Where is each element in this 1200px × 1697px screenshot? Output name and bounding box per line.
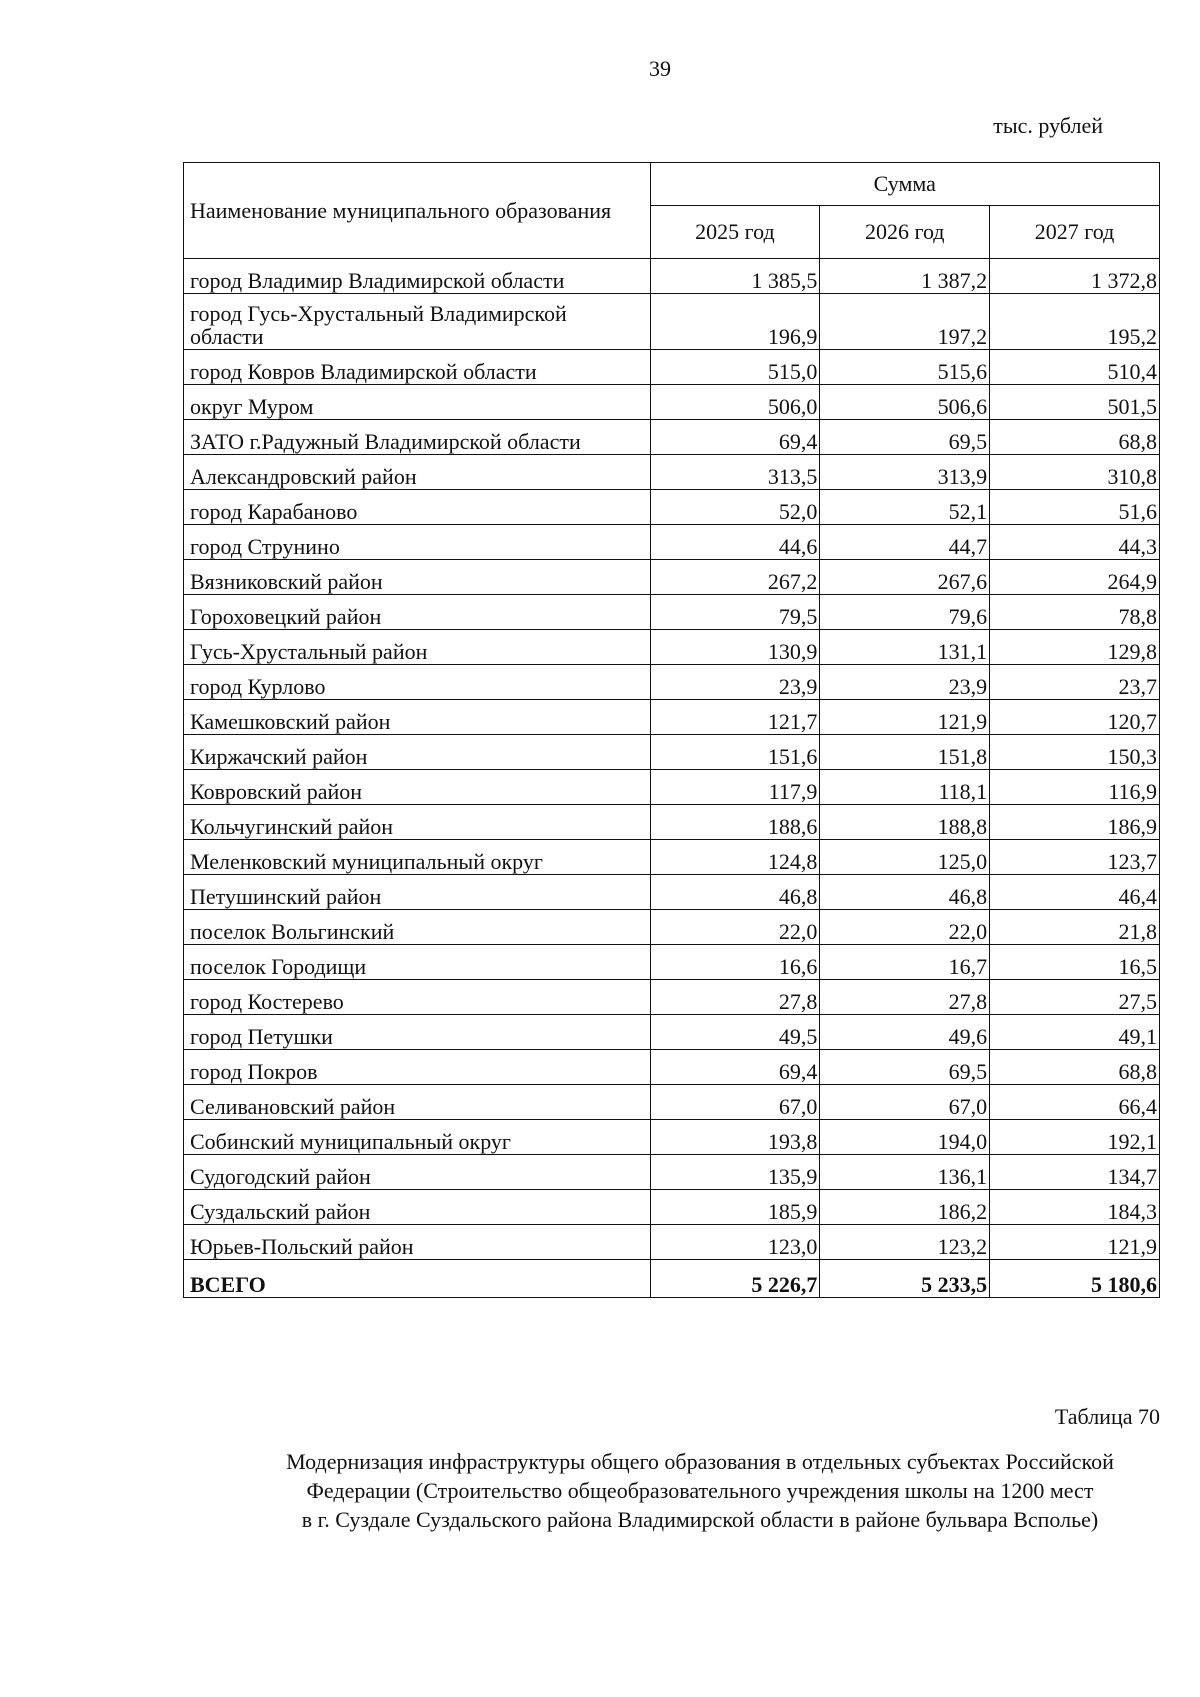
table-row bbox=[184, 770, 1160, 805]
value-2027-cell: 310,8 bbox=[990, 455, 1160, 490]
value-2027-cell: 184,3 bbox=[990, 1190, 1160, 1225]
row-name-cell: ЗАТО г.Радужный Владимирской области bbox=[184, 420, 651, 455]
header-year-2027: 2027 год bbox=[990, 206, 1160, 259]
value-2025-cell: 44,6 bbox=[650, 525, 820, 560]
value-2026-cell: 136,1 bbox=[820, 1155, 990, 1190]
table-row bbox=[184, 1225, 1160, 1260]
table-row bbox=[184, 980, 1160, 1015]
table-row bbox=[184, 525, 1160, 560]
row-name-cell: город Владимир Владимирской области bbox=[184, 259, 651, 294]
value-2026-cell: 44,7 bbox=[820, 525, 990, 560]
value-2025-cell: 16,6 bbox=[650, 945, 820, 980]
value-2027-cell: 264,9 bbox=[990, 560, 1160, 595]
value-2027-cell: 51,6 bbox=[990, 490, 1160, 525]
row-name-cell: город Костерево bbox=[184, 980, 651, 1015]
row-name-cell: Гороховецкий район bbox=[184, 595, 651, 630]
value-2027-cell: 501,5 bbox=[990, 385, 1160, 420]
table-label: Таблица 70 bbox=[1054, 1404, 1160, 1429]
next-table-title-line: в г. Суздале Суздальского района Владимирской области в районе бульвара Всполье) bbox=[301, 1507, 1099, 1532]
table-row bbox=[184, 259, 1160, 294]
value-2027-cell: 195,2 bbox=[990, 294, 1160, 350]
value-2025-cell: 23,9 bbox=[650, 665, 820, 700]
table-row bbox=[184, 735, 1160, 770]
page-number: 39 bbox=[649, 56, 671, 81]
value-2025-cell: 46,8 bbox=[650, 875, 820, 910]
value-2026-cell: 16,7 bbox=[820, 945, 990, 980]
value-2025-cell: 124,8 bbox=[650, 840, 820, 875]
row-name-cell: Собинский муниципальный округ bbox=[184, 1120, 651, 1155]
row-name-cell: Юрьев-Польский район bbox=[184, 1225, 651, 1260]
value-2025-cell: 188,6 bbox=[650, 805, 820, 840]
value-2025-cell: 22,0 bbox=[650, 910, 820, 945]
value-2027-cell: 46,4 bbox=[990, 875, 1160, 910]
next-table-title-line: Модернизация инфраструктуры общего образования в отдельных субъектах Российской bbox=[286, 1449, 1114, 1474]
total-2027-cell: 5 180,6 bbox=[990, 1260, 1160, 1298]
value-2026-cell: 69,5 bbox=[820, 1050, 990, 1085]
value-2027-cell: 23,7 bbox=[990, 665, 1160, 700]
value-2027-cell: 16,5 bbox=[990, 945, 1160, 980]
value-2026-cell: 131,1 bbox=[820, 630, 990, 665]
row-name-cell: округ Муром bbox=[184, 385, 651, 420]
value-2026-cell: 515,6 bbox=[820, 350, 990, 385]
table-row bbox=[184, 1190, 1160, 1225]
table-row bbox=[184, 840, 1160, 875]
value-2025-cell: 69,4 bbox=[650, 1050, 820, 1085]
table-row bbox=[184, 455, 1160, 490]
value-2025-cell: 515,0 bbox=[650, 350, 820, 385]
row-name-cell: Вязниковский район bbox=[184, 560, 651, 595]
value-2027-cell: 121,9 bbox=[990, 1225, 1160, 1260]
row-name-cell: Селивановский район bbox=[184, 1085, 651, 1120]
value-2025-cell: 185,9 bbox=[650, 1190, 820, 1225]
table-row bbox=[184, 420, 1160, 455]
value-2027-cell: 116,9 bbox=[990, 770, 1160, 805]
header-year-2025: 2025 год bbox=[650, 206, 820, 259]
value-2027-cell: 129,8 bbox=[990, 630, 1160, 665]
value-2025-cell: 52,0 bbox=[650, 490, 820, 525]
table-row bbox=[184, 700, 1160, 735]
table-row bbox=[184, 595, 1160, 630]
next-table-title-line: Федерации (Строительство общеобразовательного учреждения школы на 1200 мест bbox=[306, 1478, 1094, 1503]
value-2026-cell: 49,6 bbox=[820, 1015, 990, 1050]
table-row bbox=[184, 1050, 1160, 1085]
units-label: тыс. рублей bbox=[993, 113, 1103, 138]
table-row bbox=[184, 294, 1160, 350]
row-name-cell: город Покров bbox=[184, 1050, 651, 1085]
table-row bbox=[184, 1120, 1160, 1155]
value-2025-cell: 267,2 bbox=[650, 560, 820, 595]
value-2025-cell: 313,5 bbox=[650, 455, 820, 490]
value-2026-cell: 188,8 bbox=[820, 805, 990, 840]
total-2026-cell: 5 233,5 bbox=[820, 1260, 990, 1298]
row-name-cell: поселок Вольгинский bbox=[184, 910, 651, 945]
value-2026-cell: 194,0 bbox=[820, 1120, 990, 1155]
value-2027-cell: 78,8 bbox=[990, 595, 1160, 630]
value-2025-cell: 69,4 bbox=[650, 420, 820, 455]
value-2026-cell: 125,0 bbox=[820, 840, 990, 875]
budget-table bbox=[183, 162, 1160, 1298]
table-row bbox=[184, 1015, 1160, 1050]
table-row bbox=[184, 910, 1160, 945]
value-2025-cell: 1 385,5 bbox=[650, 259, 820, 294]
value-2025-cell: 27,8 bbox=[650, 980, 820, 1015]
value-2027-cell: 186,9 bbox=[990, 805, 1160, 840]
value-2027-cell: 123,7 bbox=[990, 840, 1160, 875]
value-2027-cell: 44,3 bbox=[990, 525, 1160, 560]
value-2026-cell: 186,2 bbox=[820, 1190, 990, 1225]
value-2026-cell: 79,6 bbox=[820, 595, 990, 630]
value-2025-cell: 196,9 bbox=[650, 294, 820, 350]
row-name-cell: город Петушки bbox=[184, 1015, 651, 1050]
value-2027-cell: 27,5 bbox=[990, 980, 1160, 1015]
value-2027-cell: 1 372,8 bbox=[990, 259, 1160, 294]
row-name-cell: город Карабаново bbox=[184, 490, 651, 525]
table-row bbox=[184, 805, 1160, 840]
value-2025-cell: 49,5 bbox=[650, 1015, 820, 1050]
value-2025-cell: 79,5 bbox=[650, 595, 820, 630]
value-2025-cell: 121,7 bbox=[650, 700, 820, 735]
table-row bbox=[184, 490, 1160, 525]
value-2026-cell: 46,8 bbox=[820, 875, 990, 910]
value-2025-cell: 117,9 bbox=[650, 770, 820, 805]
header-year-2026: 2026 год bbox=[820, 206, 990, 259]
table-row bbox=[184, 560, 1160, 595]
value-2027-cell: 192,1 bbox=[990, 1120, 1160, 1155]
value-2027-cell: 68,8 bbox=[990, 1050, 1160, 1085]
header-sum: Сумма bbox=[650, 163, 1159, 206]
total-row bbox=[184, 1260, 1160, 1298]
value-2026-cell: 151,8 bbox=[820, 735, 990, 770]
value-2026-cell: 23,9 bbox=[820, 665, 990, 700]
value-2027-cell: 150,3 bbox=[990, 735, 1160, 770]
total-2025-cell: 5 226,7 bbox=[650, 1260, 820, 1298]
table-header-row bbox=[184, 163, 1160, 206]
value-2027-cell: 21,8 bbox=[990, 910, 1160, 945]
value-2026-cell: 69,5 bbox=[820, 420, 990, 455]
value-2025-cell: 193,8 bbox=[650, 1120, 820, 1155]
row-name-cell: Александровский район bbox=[184, 455, 651, 490]
table-row bbox=[184, 1085, 1160, 1120]
table-row bbox=[184, 1155, 1160, 1190]
row-name-cell: Гусь-Хрустальный район bbox=[184, 630, 651, 665]
value-2027-cell: 66,4 bbox=[990, 1085, 1160, 1120]
row-name-cell: город Струнино bbox=[184, 525, 651, 560]
row-name-cell: Суздальский район bbox=[184, 1190, 651, 1225]
value-2027-cell: 68,8 bbox=[990, 420, 1160, 455]
value-2026-cell: 506,6 bbox=[820, 385, 990, 420]
row-name-cell: город Ковров Владимирской области bbox=[184, 350, 651, 385]
total-label-cell: ВСЕГО bbox=[184, 1260, 651, 1298]
value-2026-cell: 1 387,2 bbox=[820, 259, 990, 294]
row-name-cell: город Курлово bbox=[184, 665, 651, 700]
table-row bbox=[184, 665, 1160, 700]
row-name-cell: Ковровский район bbox=[184, 770, 651, 805]
value-2025-cell: 130,9 bbox=[650, 630, 820, 665]
header-name: Наименование муниципального образования bbox=[184, 163, 651, 259]
table-row bbox=[184, 875, 1160, 910]
row-name-cell: Меленковский муниципальный округ bbox=[184, 840, 651, 875]
value-2027-cell: 134,7 bbox=[990, 1155, 1160, 1190]
value-2027-cell: 49,1 bbox=[990, 1015, 1160, 1050]
value-2025-cell: 151,6 bbox=[650, 735, 820, 770]
row-name-cell: город Гусь-Хрустальный Владимирской области bbox=[184, 294, 651, 350]
value-2025-cell: 135,9 bbox=[650, 1155, 820, 1190]
table-row bbox=[184, 630, 1160, 665]
next-table-title bbox=[200, 1447, 1200, 1534]
value-2026-cell: 267,6 bbox=[820, 560, 990, 595]
row-name-cell: Судогодский район bbox=[184, 1155, 651, 1190]
value-2026-cell: 67,0 bbox=[820, 1085, 990, 1120]
value-2026-cell: 118,1 bbox=[820, 770, 990, 805]
table-row bbox=[184, 385, 1160, 420]
value-2026-cell: 22,0 bbox=[820, 910, 990, 945]
value-2026-cell: 27,8 bbox=[820, 980, 990, 1015]
value-2025-cell: 67,0 bbox=[650, 1085, 820, 1120]
value-2026-cell: 313,9 bbox=[820, 455, 990, 490]
table-row bbox=[184, 350, 1160, 385]
value-2027-cell: 510,4 bbox=[990, 350, 1160, 385]
row-name-cell: Камешковский район bbox=[184, 700, 651, 735]
row-name-cell: Петушинский район bbox=[184, 875, 651, 910]
value-2025-cell: 123,0 bbox=[650, 1225, 820, 1260]
row-name-cell: Киржачский район bbox=[184, 735, 651, 770]
value-2025-cell: 506,0 bbox=[650, 385, 820, 420]
value-2026-cell: 123,2 bbox=[820, 1225, 990, 1260]
row-name-cell: поселок Городищи bbox=[184, 945, 651, 980]
table-row bbox=[184, 945, 1160, 980]
value-2026-cell: 121,9 bbox=[820, 700, 990, 735]
row-name-cell: Кольчугинский район bbox=[184, 805, 651, 840]
value-2027-cell: 120,7 bbox=[990, 700, 1160, 735]
value-2026-cell: 52,1 bbox=[820, 490, 990, 525]
value-2026-cell: 197,2 bbox=[820, 294, 990, 350]
